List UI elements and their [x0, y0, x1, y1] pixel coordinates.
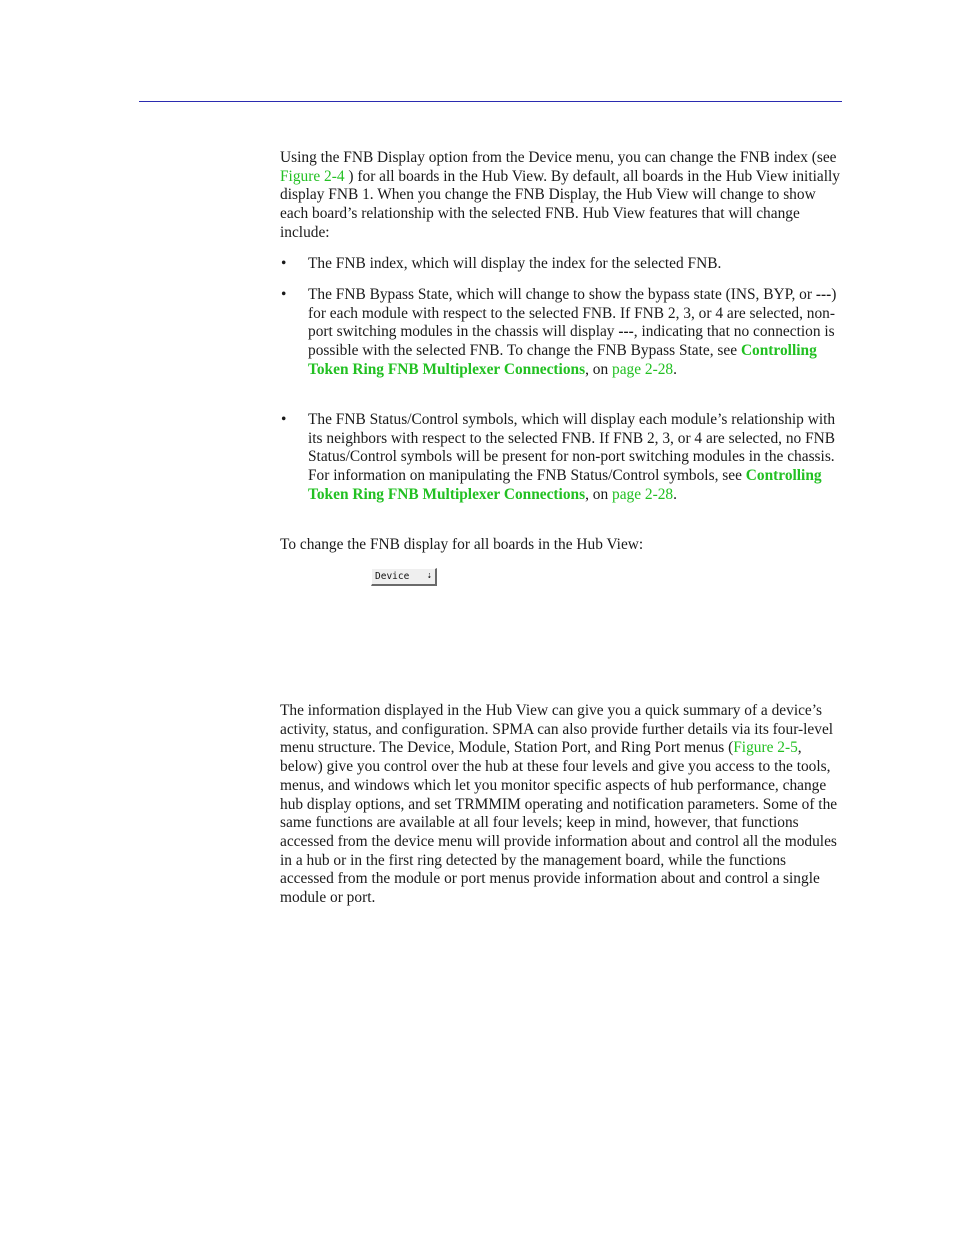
bullet2-text-1: The FNB Bypass State, which will change to show the bypass state (INS, BYP, or	[308, 286, 816, 303]
menu-text-2: , below) give you control over the hub at these four levels and give you access to the tools, menus, and windows which let you monitor specific aspects of hub performance, change hub display options, and set TRMMIM operating and notification parameters. Some of the same functions are available at all four levels; keep in mind, however, that functions accessed from the device menu will provide information about and control all the modules in a hub or in the first ring detected by the management board, while the functions accessed from the module or port menus provide information about and control a single module or port.	[280, 739, 838, 907]
intro-text-1: Using the FNB Display option from the Device menu, you can change the FNB index (see	[280, 149, 837, 166]
procedure-intro	[280, 536, 840, 555]
dropdown-arrow-icon: ⇣	[426, 571, 432, 581]
controlling-fnb-xref-link[interactable]: Controlling Token Ring FNB Multiplexer Connections	[308, 342, 817, 378]
intro-text-2: ) for all boards in the Hub View. By default, all boards in the Hub View initially display FNB 1. When you change the FNB Display, the Hub View will change to show each board’s relationship with the selected FNB. Hub View features that will change include:	[280, 167, 840, 241]
bullet-text	[308, 255, 840, 274]
header-rule	[139, 101, 842, 102]
device-menu-label: Device	[375, 571, 410, 582]
menu-structure-paragraph	[280, 702, 840, 908]
bullet-marker: •	[281, 286, 287, 303]
bullet3-text-1: The FNB Status/Control symbols, which will display each module’s relationship with its neighbors with respect to the selected FNB. If FNB 2, 3, or 4 are selected, no FNB Status/Control symbols will be present for non-port switching modules in the chassis. For information on manipulating the FNB Status/Control symbols, see	[308, 411, 836, 485]
bullet1-text: The FNB index, which will display the index for the selected FNB.	[308, 255, 722, 272]
bullet3-text-2: , on	[585, 485, 612, 503]
controlling-fnb-xref-link[interactable]: Controlling Token Ring FNB Multiplexer Connections	[308, 467, 822, 503]
bullet2-text-5: .	[673, 360, 677, 378]
bullet-text	[308, 411, 840, 505]
menu-text-1: The information displayed in the Hub View can give you a quick summary of a device’s activity, status, and configuration. SPMA can also provide further details via its four-level menu structure. The Device, Module, Station Port, and Ring Port menus (	[280, 702, 834, 757]
device-menu-button[interactable]	[371, 568, 437, 586]
page-2-28-link[interactable]: page 2-28	[612, 360, 674, 378]
intro-paragraph	[280, 149, 840, 243]
bullet-marker: •	[281, 411, 287, 428]
figure-2-4-link[interactable]: Figure 2-4	[280, 167, 345, 185]
bypass-dash-2: ---	[618, 323, 634, 341]
bullet2-text-3: , indicating that no connection is possible with the selected FNB. To change the FNB Bypass State, see	[308, 323, 835, 360]
bullet2-text-4: , on	[585, 360, 612, 378]
bullet-text	[308, 286, 840, 380]
bullet-marker: •	[281, 255, 287, 272]
procedure-intro-text: To change the FNB display for all boards in the Hub View:	[280, 536, 644, 553]
bypass-dash-1: ---	[815, 286, 832, 303]
bullet2-text-2: ) for each module with respect to the selected FNB. If FNB 2, 3, or 4 are selected, non-port switching modules in the chassis will display	[308, 286, 837, 341]
figure-2-5-link[interactable]: Figure 2-5	[733, 739, 798, 757]
page-2-28-link[interactable]: page 2-28	[612, 485, 674, 503]
bullet3-text-3: .	[673, 485, 677, 503]
